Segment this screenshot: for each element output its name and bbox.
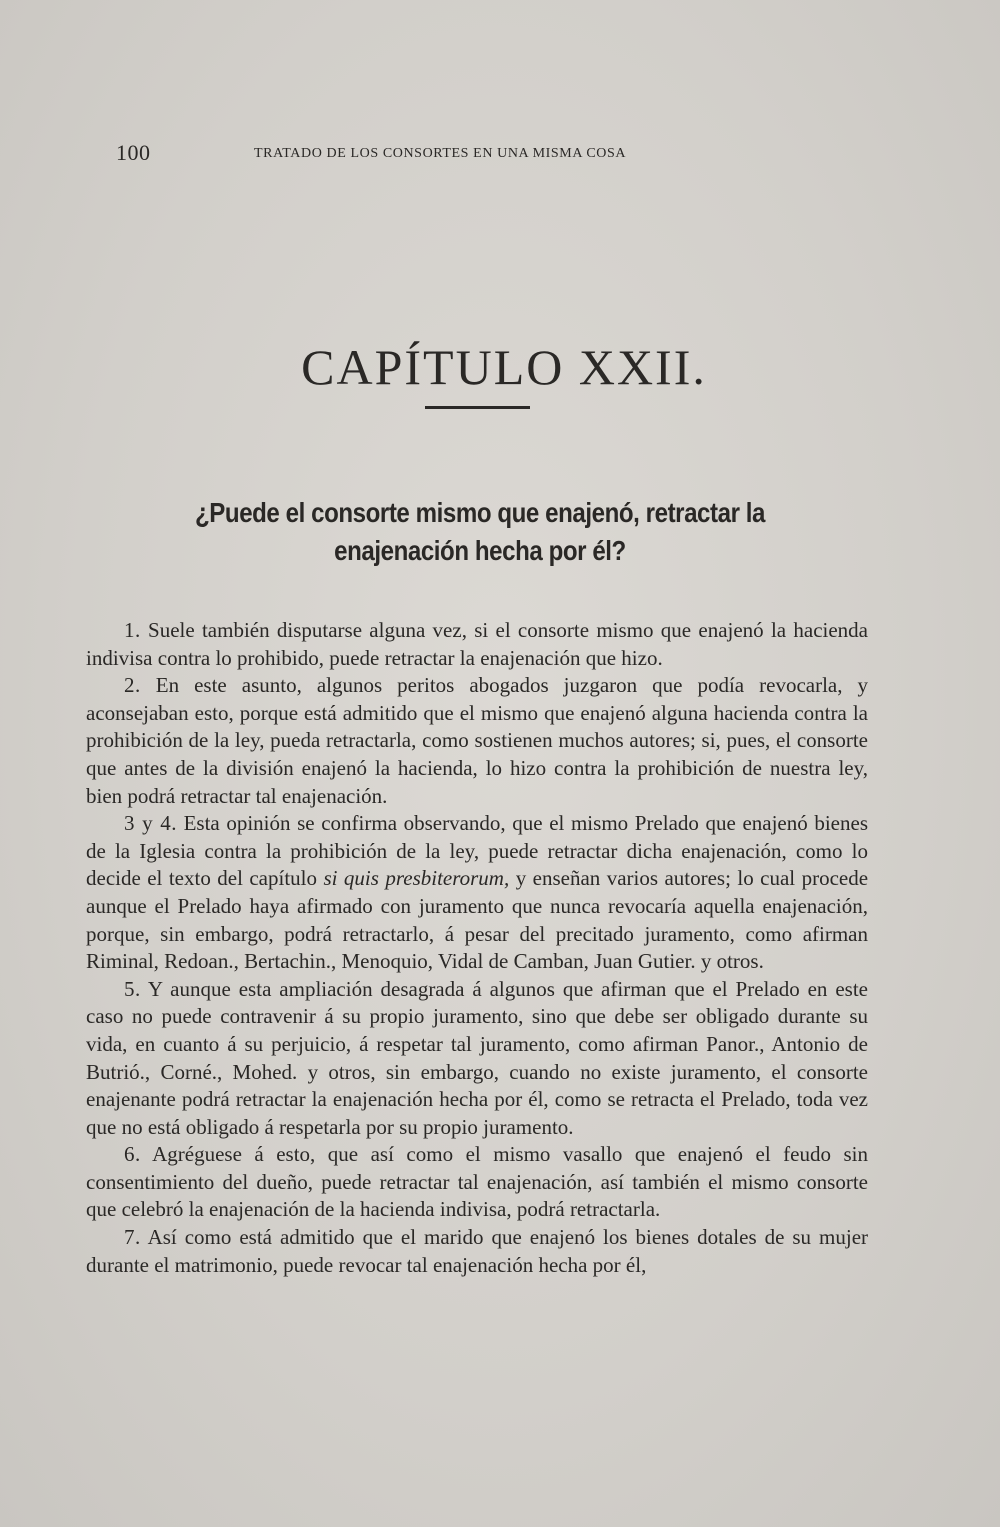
paragraph-text: Esta opinión se confirma observando, que el mismo Prelado que enajenó bienes de la Iglesia contra la prohibición de la ley, puede retractar dicha enajenación, como lo decide el texto del capítulo	[86, 811, 868, 891]
paragraph-number: 6.	[124, 1142, 141, 1167]
running-header	[116, 140, 710, 170]
paragraph-number: 5.	[124, 976, 141, 1001]
paragraph-number: 7.	[124, 1225, 141, 1250]
paragraph-number: 1.	[124, 618, 141, 642]
running-title: TRATADO DE LOS CONSORTES EN UNA MISMA COSA	[254, 146, 627, 161]
paragraph-number: 3 y 4.	[124, 811, 177, 836]
paragraph-3-4	[86, 810, 868, 976]
paragraph-2	[86, 672, 868, 810]
chapter-heading: CAPÍTULO XXII.	[301, 339, 707, 395]
latin-citation: si quis presbiterorum,	[323, 866, 510, 891]
paragraph-text: Así como está admitido que el marido que enajenó los bienes dotales de su mujer durante el matrimonio, puede revocar tal enajenación hecha por él,	[86, 1225, 869, 1277]
paragraph-text: Agréguese á esto, que así como el mismo vasallo que enajenó el feudo sin consentimiento del dueño, puede retractar tal enajenación, así también el mismo consorte que celebró la enajenación de la hacienda indivisa, podrá retractarla.	[86, 1142, 868, 1222]
body-text	[86, 617, 868, 1279]
paragraph-text: En este asunto, algunos peritos abogados juzgaron que podía revocarla, y aconsejaban esto, porque está admitido que el mismo que enajenó alguna hacienda contra la prohibición de la ley, pueda retractarla, como sostienen muchos autores; si, pues, el consorte que antes de la división enajenó la hacienda, lo hizo contra la prohibición de nuestra ley, bien podrá retractar tal enajenación.	[86, 673, 869, 808]
chapter-question: ¿Puede el consorte mismo que enajenó, retractar la enajenación hecha por él?	[195, 497, 765, 566]
chapter-divider	[425, 406, 530, 409]
paragraph-7	[86, 1224, 868, 1279]
page-number: 100	[116, 140, 151, 165]
paragraph-5	[86, 976, 868, 1142]
paragraph-text: Y aunque esta ampliación desagrada á algunos que afirman que el Prelado en este caso no puede contravenir á su propio juramento, sino que debe ser obligado durante su vida, en cuanto á su perjuicio, á respetar tal juramento, como afirman Panor., Antonio de Butrió., Corné., Mohed. y otros, sin embargo, cuando no existe juramento, el consorte enajenante podrá retractar la enajenación hecha por él, como se retracta el Prelado, toda vez que no está obligado á respetarla por su propio juramento.	[86, 976, 868, 1139]
paragraph-text-continued: y enseñan varios autores; lo cual procede aunque el Prelado haya afirmado con juramento que nunca revocaría aquella enajenación, porque, sin embargo, podrá retractarlo, á pesar del precitado juramento, como afirman Riminal, Redoan., Bertachin., Menoquio, Vidal de Camban, Juan Gutier. y otros.	[86, 866, 869, 974]
paragraph-1	[86, 617, 868, 672]
paragraph-6	[86, 1141, 868, 1224]
paragraph-number: 2.	[124, 673, 141, 698]
paragraph-text: Suele también disputarse alguna vez, si el consorte mismo que enajenó la hacienda indivisa contra lo prohibido, puede retractar la enajenación que hizo.	[86, 618, 869, 670]
